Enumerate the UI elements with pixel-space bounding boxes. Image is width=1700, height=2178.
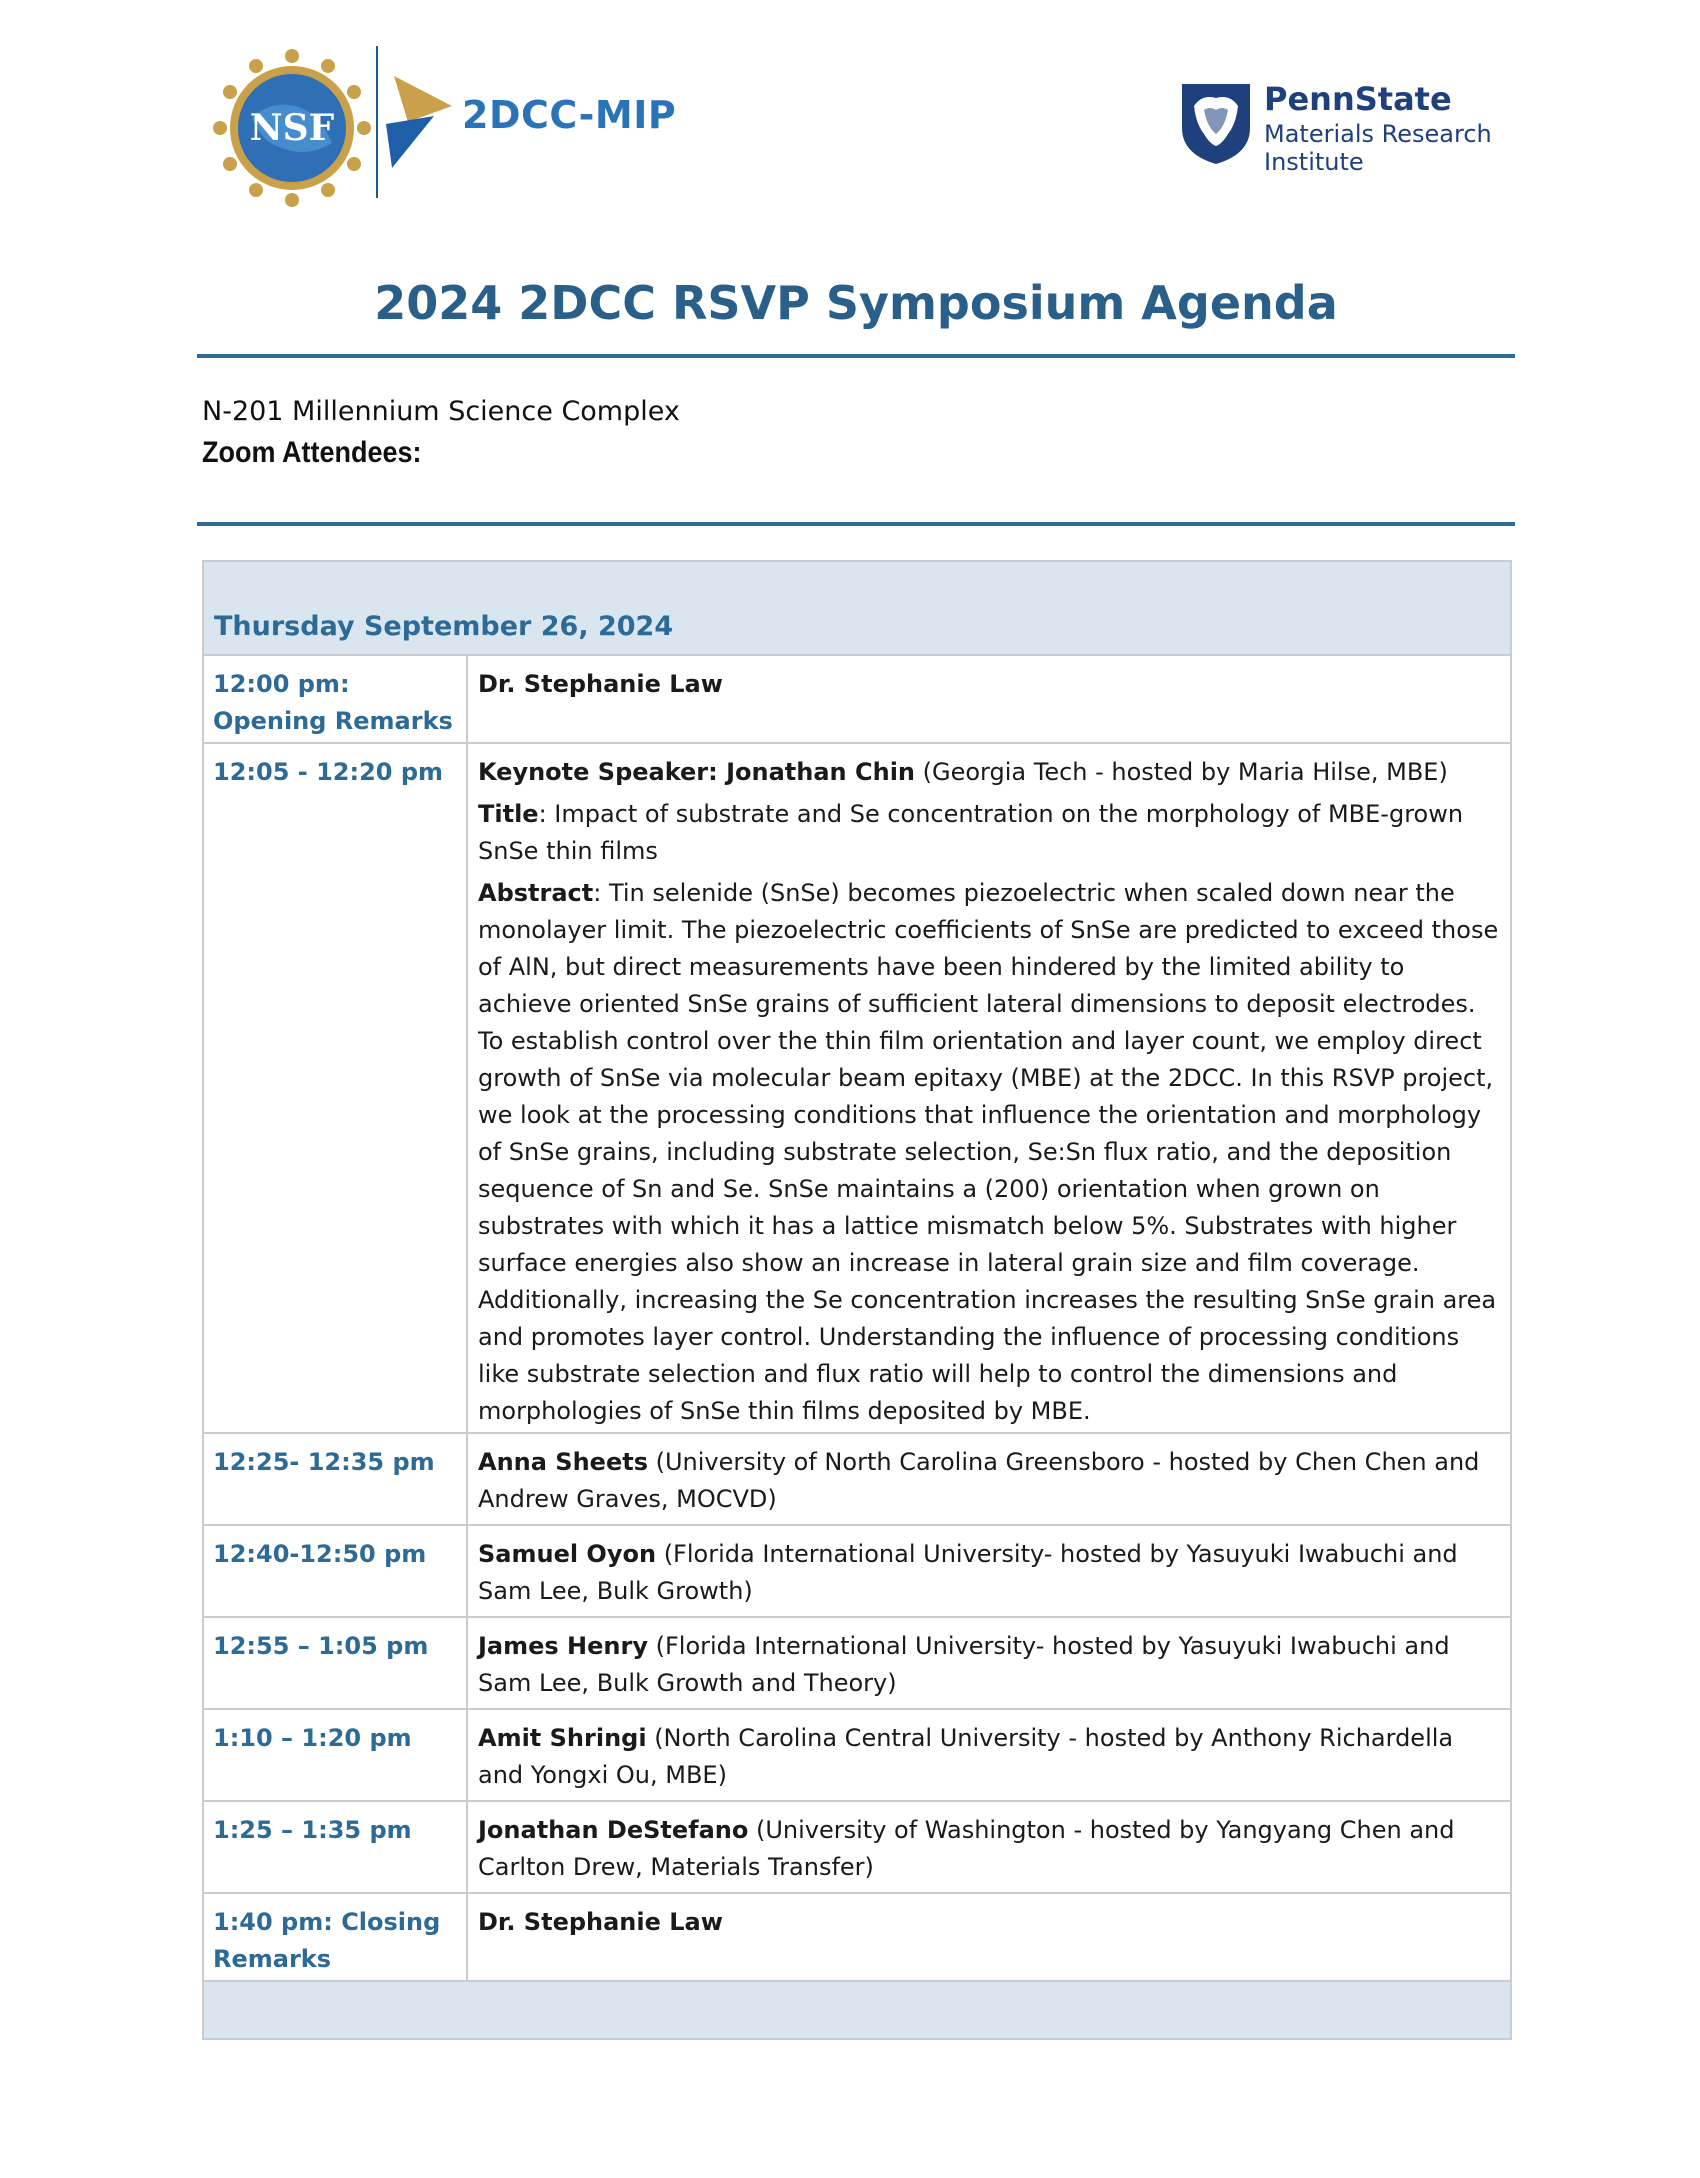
talk-title-label: Title xyxy=(478,800,539,828)
nsf-logo-text: NSF xyxy=(249,107,335,149)
pennstate-institute-line2: Institute xyxy=(1264,148,1364,176)
table-row xyxy=(204,1710,1510,1802)
row-time: 12:00 pm: Opening Remarks xyxy=(204,656,468,742)
table-row xyxy=(204,1802,1510,1894)
abstract-text: : Tin selenide (SnSe) becomes piezoelectric when scaled down near the monolayer limit. The piezoelectric coefficients of SnSe are predicted to exceed those of AlN, but direct measurements have been hindered by the limited ability to achieve oriented SnSe grains of sufficient lateral dimensions to deposit electrodes. To establish control over the thin film orientation and layer count, we employ direct growth of SnSe via molecular beam epitaxy (MBE) at the 2DCC. In this RSVP project, we look at the processing conditions that influence the orientation and morphology of SnSe grains, including substrate selection, Se:Sn flux ratio, and the deposition sequence of Sn and Se. SnSe maintains a (200) orientation when grown on substrates with which it has a lattice mismatch below 5%. Substrates with higher surface energies also show an increase in lateral grain size and film coverage. Additionally, increasing the Se concentration increases the resulting SnSe grain area and promotes layer control. Understanding the influence of processing conditions like substrate selection and flux ratio will help to control the dimensions and morphologies of SnSe thin films deposited by MBE. xyxy=(478,879,1499,1425)
table-footer xyxy=(204,1982,1510,2038)
speaker-affiliation: (University of North Carolina Greensboro - hosted by Chen Chen and Andrew Graves, MOCVD) xyxy=(478,1448,1480,1513)
speaker-name: Samuel Oyon xyxy=(478,1540,657,1568)
row-detail xyxy=(468,656,1510,742)
table-row xyxy=(204,1434,1510,1526)
nsf-logo xyxy=(212,48,372,208)
row-detail xyxy=(468,1802,1510,1892)
pennstate-shield-icon xyxy=(1180,80,1252,166)
speaker-affiliation: (Florida International University- hosted by Yasuyuki Iwabuchi and Sam Lee, Bulk Growth and Theory) xyxy=(478,1632,1450,1697)
day-header xyxy=(204,562,1510,656)
row-time: 12:25- 12:35 pm xyxy=(204,1434,468,1524)
row-detail xyxy=(468,1434,1510,1524)
mip-logo-mark xyxy=(386,76,458,168)
row-detail xyxy=(468,1894,1510,1980)
location-text: N-201 Millennium Science Complex xyxy=(202,396,680,427)
row-time: 12:55 – 1:05 pm xyxy=(204,1618,468,1708)
speaker-name: Amit Shringi xyxy=(478,1724,647,1752)
row-time: 1:25 – 1:35 pm xyxy=(204,1802,468,1892)
speaker-affiliation: (University of Washington - hosted by Yangyang Chen and Carlton Drew, Materials Transfer) xyxy=(478,1816,1455,1881)
agenda-table xyxy=(202,560,1512,2040)
row-time: 1:10 – 1:20 pm xyxy=(204,1710,468,1800)
pennstate-institute xyxy=(1264,120,1492,176)
table-row xyxy=(204,1526,1510,1618)
speaker-name: Dr. Stephanie Law xyxy=(478,670,723,698)
row-time: 12:05 - 12:20 pm xyxy=(204,744,468,1432)
page-title: 2024 2DCC RSVP Symposium Agenda xyxy=(374,276,1338,330)
speaker-affiliation: (North Carolina Central University - hosted by Anthony Richardella and Yongxi Ou, MBE) xyxy=(478,1724,1454,1789)
table-row xyxy=(204,744,1510,1434)
abstract-label: Abstract xyxy=(478,879,594,907)
table-row xyxy=(204,656,1510,744)
row-detail xyxy=(468,1710,1510,1800)
mip-logo-text: 2DCC-MIP xyxy=(462,93,677,137)
row-time: 12:40-12:50 pm xyxy=(204,1526,468,1616)
pennstate-name: PennState xyxy=(1264,80,1452,118)
zoom-attendees-label: Zoom Attendees: xyxy=(202,436,422,469)
talk-title-text: : Impact of substrate and Se concentration on the morphology of MBE-grown SnSe thin films xyxy=(478,800,1464,865)
speaker-name: Keynote Speaker: Jonathan Chin xyxy=(478,758,916,786)
speaker-name: James Henry xyxy=(478,1632,648,1660)
speaker-affiliation: (Georgia Tech - hosted by Maria Hilse, MBE) xyxy=(915,758,1448,786)
day-title: Thursday September 26, 2024 xyxy=(214,611,674,642)
speaker-name: Anna Sheets xyxy=(478,1448,648,1476)
title-rule xyxy=(197,354,1515,358)
table-row xyxy=(204,1894,1510,1982)
row-detail xyxy=(468,1618,1510,1708)
speaker-name: Dr. Stephanie Law xyxy=(478,1908,723,1936)
row-time: 1:40 pm: Closing Remarks xyxy=(204,1894,468,1980)
row-detail xyxy=(468,1526,1510,1616)
section-rule xyxy=(197,522,1515,526)
logo-divider xyxy=(376,46,378,198)
speaker-affiliation: (Florida International University- hosted by Yasuyuki Iwabuchi and Sam Lee, Bulk Growth) xyxy=(478,1540,1458,1605)
row-detail xyxy=(468,744,1510,1432)
table-row xyxy=(204,1618,1510,1710)
speaker-name: Jonathan DeStefano xyxy=(478,1816,749,1844)
pennstate-institute-line1: Materials Research xyxy=(1264,120,1492,148)
